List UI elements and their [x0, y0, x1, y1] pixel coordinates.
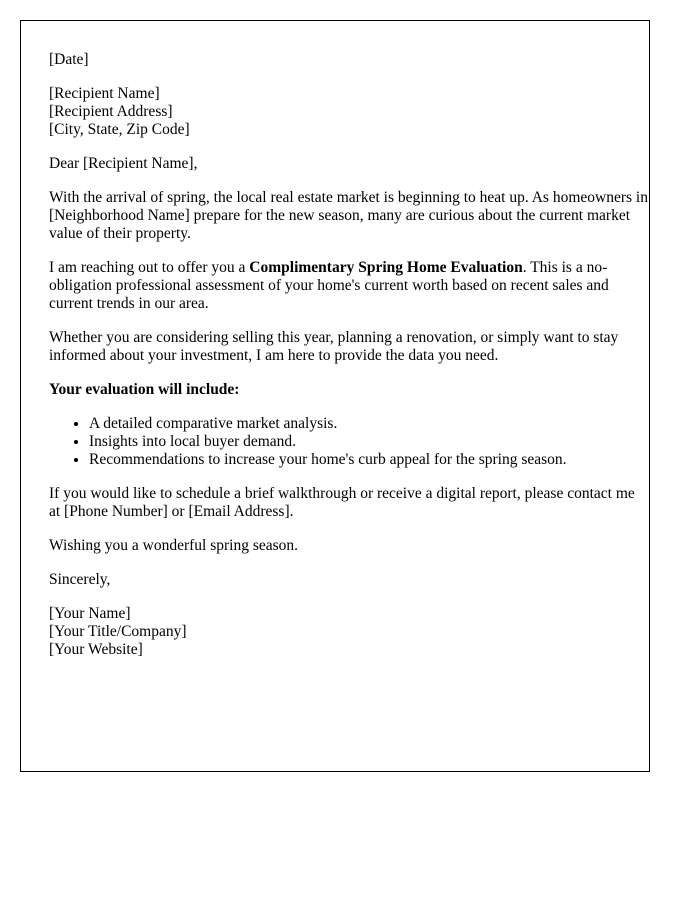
list-heading — [49, 381, 649, 399]
signature-title-company: [Your Title/Company] — [49, 623, 187, 640]
signature-website: [Your Website] — [49, 641, 143, 658]
recipient-address: [Recipient Address] — [49, 103, 173, 120]
paragraph-intro: With the arrival of spring, the local real estate market is beginning to heat up. As homeowners in [Neighborhood Name] prepare for the new season, many are curious about the current market value of their property. — [49, 189, 648, 242]
paragraph-contact: If you would like to schedule a brief walkthrough or receive a digital report, please contact me at [Phone Number] or [Email Address]. — [49, 485, 635, 520]
offer-text-before: I am reaching out to offer you a — [49, 259, 250, 276]
list-heading-text: Your evaluation will include: — [49, 381, 240, 398]
recipient-block — [49, 85, 649, 139]
offer-text-after: . This is a no-obligation professional assessment of your home's current worth based on recent sales and current trends in our area. — [49, 259, 609, 312]
evaluation-list — [49, 415, 649, 469]
letter — [20, 20, 650, 772]
signature-block — [49, 605, 649, 659]
salutation: Dear [Recipient Name], — [49, 155, 198, 172]
signature-name: [Your Name] — [49, 605, 131, 622]
list-item: • A detailed comparative market analysis. — [89, 415, 649, 433]
paragraph-purpose: Whether you are considering selling this year, planning a renovation, or simply want to stay informed about your investment, I am here to provide the data you need. — [49, 329, 619, 364]
list-item: • Insights into local buyer demand. — [89, 433, 649, 451]
list-item: • Recommendations to increase your home's curb appeal for the spring season. — [89, 451, 649, 469]
offer-highlight: Complimentary Spring Home Evaluation — [249, 259, 523, 276]
closing-wish: Wishing you a wonderful spring season. — [49, 537, 299, 554]
signoff: Sincerely, — [49, 571, 111, 588]
paragraph-offer — [49, 259, 649, 313]
recipient-city-state-zip: [City, State, Zip Code] — [49, 121, 190, 138]
recipient-name: [Recipient Name] — [49, 85, 160, 102]
letter-date: [Date] — [49, 51, 89, 68]
